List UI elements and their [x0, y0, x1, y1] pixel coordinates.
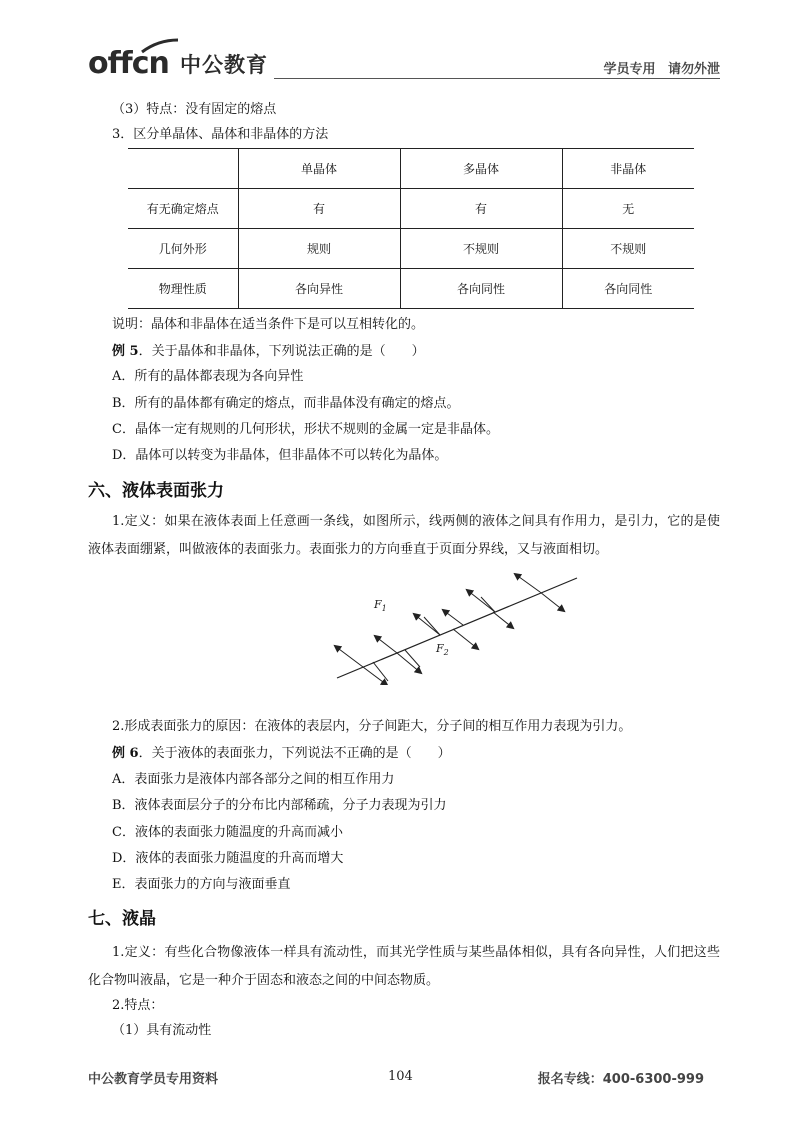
header-rule	[274, 78, 720, 79]
example-5-label: 例 5	[112, 344, 139, 359]
table-cell: 各向同性	[562, 269, 694, 309]
table-cell: 不规则	[562, 229, 694, 269]
table-header-cell: 单晶体	[238, 149, 400, 189]
table-cell: 各向同性	[400, 269, 562, 309]
table-row	[128, 189, 694, 229]
table-cell: 物理性质	[128, 269, 238, 309]
example-6-label: 例 6	[112, 746, 139, 761]
table-cell: 有	[238, 189, 400, 229]
force-label-f1: $F_1$	[374, 598, 387, 613]
example-5-option: B．所有的晶体都有确定的熔点，而非晶体没有确定的熔点。	[112, 396, 460, 411]
force-label-f2: $F_2$	[436, 642, 449, 657]
table-cell: 无	[562, 189, 694, 229]
logo-brand-name: 中公教育	[180, 53, 268, 77]
table-row	[128, 229, 694, 269]
section-6-definition: 1.定义：如果在液体表面上任意画一条线，如图所示，线两侧的液体之间具有作用力，是引力，它的是使液体表面绷紧，叫做液体的表面张力。表面张力的方向垂直于页面分界线，又与液面相切。	[88, 514, 720, 557]
example-6-option: A．表面张力是液体内部各部分之间的相互作用力	[112, 772, 395, 787]
example-5-stem	[112, 343, 425, 361]
page-number: 104	[388, 1069, 413, 1084]
table-row	[128, 269, 694, 309]
example-6-question: ．关于液体的表面张力，下列说法不正确的是（ ）	[138, 746, 451, 761]
example-6-option: E．表面张力的方向与液面垂直	[112, 877, 291, 892]
example-5-option: A．所有的晶体都表现为各向异性	[112, 369, 304, 384]
table-cell: 几何外形	[128, 229, 238, 269]
page-header	[88, 38, 720, 82]
table-cell: 有	[400, 189, 562, 229]
example-5-question: ．关于晶体和非晶体，下列说法正确的是（ ）	[138, 344, 425, 359]
surface-tension-figure	[325, 570, 585, 685]
section-7-feature-1: （1）具有流动性	[112, 1023, 212, 1038]
example-5-option: C．晶体一定有规则的几何形状，形状不规则的金属一定是非晶体。	[112, 422, 499, 437]
table-header-cell	[128, 149, 238, 189]
feature-3-line: （3）特点：没有固定的熔点	[112, 102, 277, 117]
example-6-option: D．液体的表面张力随温度的升高而增大	[112, 851, 344, 866]
example-6-stem	[112, 745, 451, 763]
table-header-cell: 非晶体	[562, 149, 694, 189]
footer-left-text: 中公教育学员专用资料	[88, 1072, 219, 1087]
example-6-option: B．液体表面层分子的分布比内部稀疏，分子力表现为引力	[112, 798, 447, 813]
logo-offcn: offcn	[88, 46, 169, 81]
section-7-features-title: 2.特点：	[112, 998, 164, 1013]
table-cell: 各向异性	[238, 269, 400, 309]
table-header-row	[128, 149, 694, 189]
section-6-heading: 六、液体表面张力	[88, 481, 224, 501]
example-6-option: C．液体的表面张力随温度的升高而减小	[112, 825, 343, 840]
table-header-cell: 多晶体	[400, 149, 562, 189]
force-arrows	[335, 574, 564, 685]
section-6-cause: 2.形成表面张力的原因：在液体的表层内，分子间距大，分子间的相互作用力表现为引力。	[112, 719, 632, 734]
example-5-option: D．晶体可以转变为非晶体，但非晶体不可以转化为晶体。	[112, 448, 448, 463]
footer-hotline: 报名专线：400-6300-999	[537, 1072, 704, 1087]
section-7-definition: 1.定义：有些化合物像液体一样具有流动性，而其光学性质与某些晶体相似，具有各向异性，人们把这些化合物叫液晶，它是一种介于固态和液态之间的中间态物质。	[88, 945, 720, 988]
table-cell: 不规则	[400, 229, 562, 269]
section-3-heading: 3．区分单晶体、晶体和非晶体的方法	[112, 127, 329, 142]
crystal-comparison-table	[128, 148, 694, 309]
table-cell: 规则	[238, 229, 400, 269]
table-cell: 有无确定熔点	[128, 189, 238, 229]
header-confidential-note: 学员专用 请勿外泄	[603, 62, 720, 77]
section-7-heading: 七、液晶	[88, 909, 156, 929]
note-line: 说明：晶体和非晶体在适当条件下是可以互相转化的。	[112, 317, 425, 332]
